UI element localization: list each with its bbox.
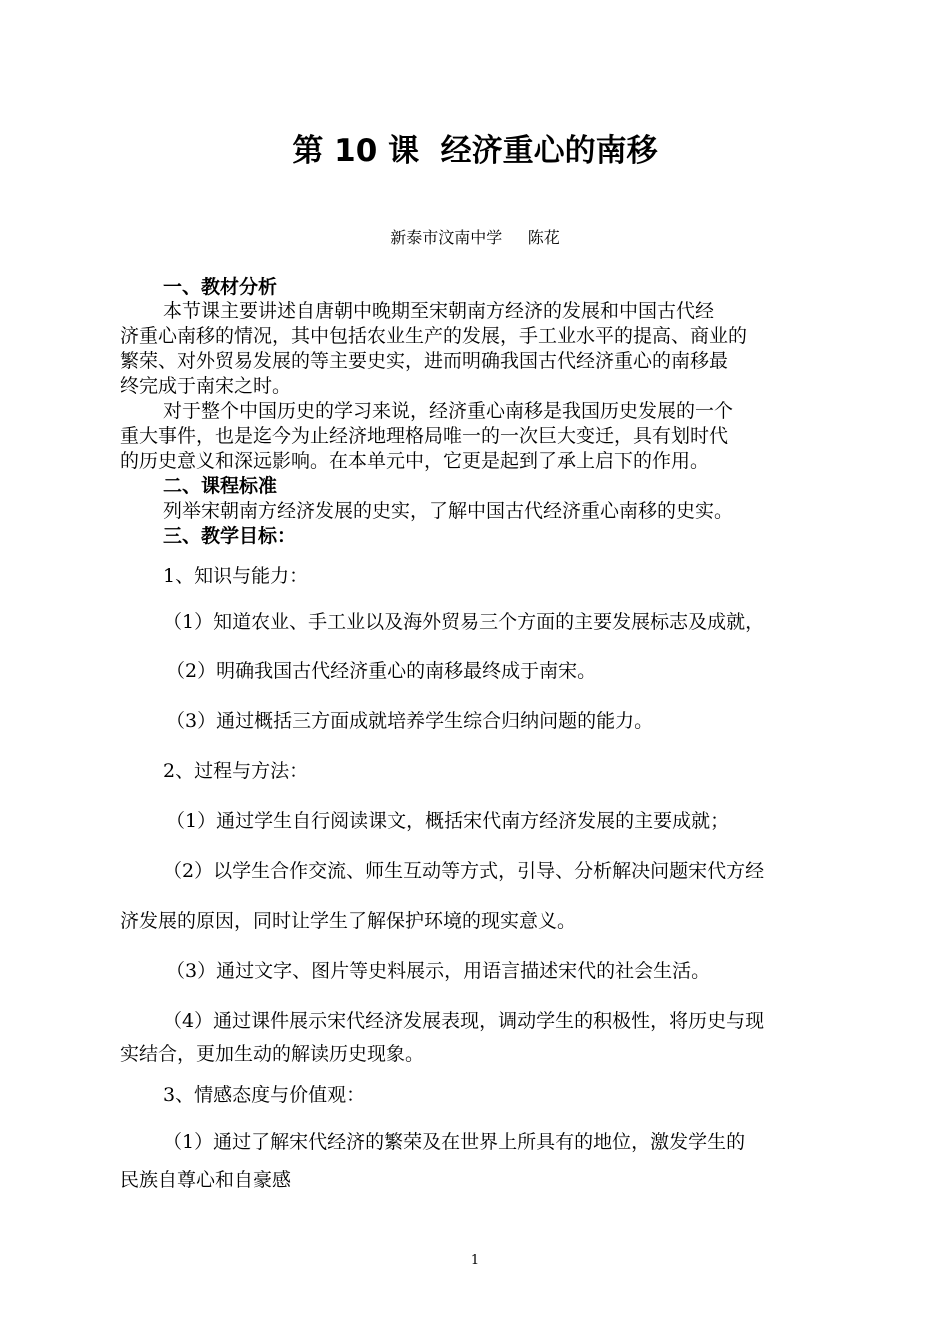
paragraph-line: 终完成于南宋之时。 (120, 375, 292, 397)
goal-item-continuation: 济发展的原因，同时让学生了解保护环境的现实意义。 (120, 910, 577, 932)
goal-item: （1）通过学生自行阅读课文，概括宋代南方经济发展的主要成就； (166, 810, 730, 832)
goal-item: （4）通过课件展示宋代经济发展表现，调动学生的积极性，将历史与现 (163, 1010, 765, 1032)
paragraph-line: 重大事件，也是迄今为止经济地理格局唯一的一次巨大变迁，具有划时代 (120, 425, 729, 447)
section-heading-textbook-analysis: 一、教材分析 (163, 276, 278, 298)
goal-item: （3）通过文字、图片等史料展示，用语言描述宋代的社会生活。 (166, 960, 711, 982)
paragraph-line: 本节课主要讲述自唐朝中晚期至宋朝南方经济的发展和中国古代经 (163, 300, 715, 322)
subheading-process: 2、过程与方法： (163, 760, 309, 782)
subheading-attitude: 3、情感态度与价值观： (163, 1084, 366, 1106)
subheading-knowledge: 1、知识与能力： (163, 565, 309, 587)
goal-item: （1）知道农业、手工业以及海外贸易三个方面的主要发展标志及成就， (163, 611, 765, 633)
goal-item: （3）通过概括三方面成就培养学生综合归纳问题的能力。 (166, 710, 654, 732)
goal-item: （2）以学生合作交流、师生互动等方式，引导、分析解决问题宋代方经 (163, 860, 765, 882)
section-heading-teaching-goals: 三、教学目标： (163, 525, 297, 547)
goal-item-continuation: 民族自尊心和自豪感 (120, 1169, 292, 1191)
paragraph-line: 对于整个中国历史的学习来说，经济重心南移是我国历史发展的一个 (163, 400, 734, 422)
paragraph-line: 济重心南移的情况，其中包括农业生产的发展，手工业水平的提高、商业的 (120, 325, 748, 347)
paragraph-line: 的历史意义和深远影响。在本单元中，它更是起到了承上启下的作用。 (120, 450, 710, 472)
page-number: 1 (470, 1253, 480, 1268)
document-title: 第 10 课 经济重心的南移 (292, 133, 658, 169)
goal-item-continuation: 实结合，更加生动的解读历史现象。 (120, 1043, 425, 1065)
paragraph-line: 繁荣、对外贸易发展的等主要史实，进而明确我国古代经济重心的南移最 (120, 350, 729, 372)
goal-item: （1）通过了解宋代经济的繁荣及在世界上所具有的地位，激发学生的 (163, 1131, 746, 1153)
goal-item: （2）明确我国古代经济重心的南移最终成于南宋。 (166, 660, 597, 682)
author-line: 新泰市汶南中学 陈花 (390, 228, 560, 247)
section-heading-curriculum-standard: 二、课程标准 (163, 475, 278, 497)
paragraph-line: 列举宋朝南方经济发展的史实，了解中国古代经济重心南移的史实。 (163, 500, 734, 522)
